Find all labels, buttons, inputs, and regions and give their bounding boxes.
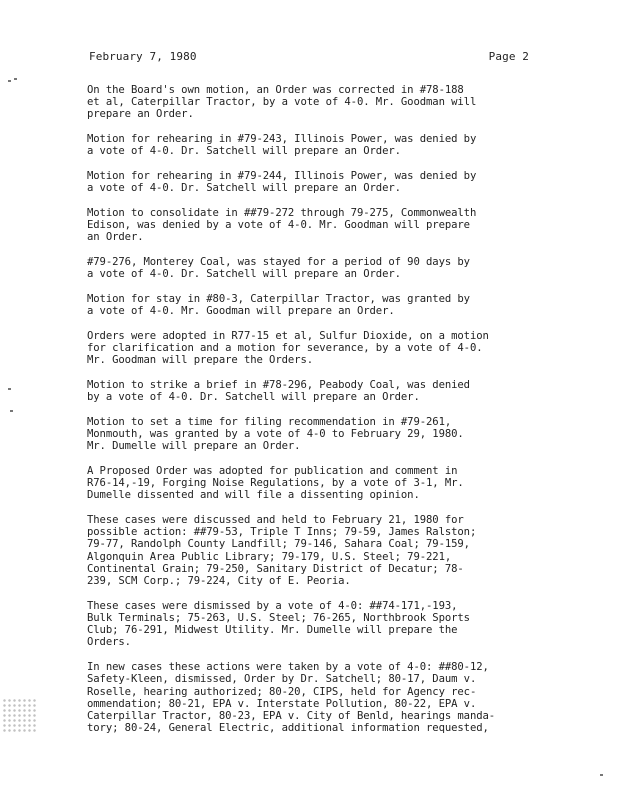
paragraph-3: Motion for rehearing in #79-244, Illinois Power, was denied by a vote of 4-0. Dr. Satchell will prepare an Order. <box>87 170 477 195</box>
paragraph-13: In new cases these actions were taken by a vote of 4-0: ##80-12, Safety-Kleen, dismissed, Order by Dr. Satchell; 80-17, Daum v. Roselle, hearing authorized; 80-20, CIPS, held for Agency rec- ommendation; 80-21, EPA v. Interstate Pollution, 80-22, EPA v. Caterpillar Tractor, 80-23, EPA v. City of Benld, hearings manda- tory; 80-24, General Electric, additional information requested, <box>87 661 496 735</box>
paragraph-5: #79-276, Monterey Coal, was stayed for a period of 90 days by a vote of 4-0. Dr. Satchell will prepare an Order. <box>87 256 470 281</box>
scan-speck <box>14 78 17 80</box>
scan-speck <box>8 80 11 82</box>
scan-speck <box>10 410 13 412</box>
paragraph-8: Motion to strike a brief in #78-296, Peabody Coal, was denied by a vote of 4-0. Dr. Satchell will prepare an Order. <box>87 378 470 404</box>
paragraph-12: These cases were dismissed by a vote of 4-0: ##74-171,-193, Bulk Terminals; 75-263, U.S. Steel; 76-265, Northbrook Sports Club; 76-291, Midwest Utility. Mr. Dumelle will prepare the Orders. <box>87 599 470 649</box>
paragraph-2: Motion for rehearing in #79-243, Illinois Power, was denied by a vote of 4-0. Dr. Satchell will prepare an Order. <box>87 133 477 158</box>
page-number: Page 2 <box>488 50 529 63</box>
paragraph-7: Orders were adopted in R77-15 et al, Sulfur Dioxide, on a motion for clarification and a motion for severance, by a vote of 4-0. Mr. Goodman will prepare the Orders. <box>87 329 489 367</box>
header-date: February 7, 1980 <box>89 50 197 63</box>
paragraph-10: A Proposed Order was adopted for publication and comment in R76-14,-19, Forging Noise Regulations, by a vote of 3-1, Mr. Dumelle dissented and will file a dissenting opinion. <box>87 464 464 502</box>
paragraph-11: These cases were discussed and held to February 21, 1980 for possible action: ##79-53, Triple T Inns; 79-59, James Ralston; 79-77, Randolph County Landfill; 79-146, Sahara Coal; 79-159, Algonquin Area Public Library; 79-179, U.S. Steel; 79-221, Continental Grain; 79-250, Sanitary District of Decatur; 78- 239, SCM Corp.; 79-224, City of E. Peoria. <box>87 514 477 588</box>
scan-speck <box>600 774 603 776</box>
paragraph-9: Motion to set a time for filing recommendation in #79-261, Monmouth, was granted by a vote of 4-0 to February 29, 1980. Mr. Dumelle will prepare an Order. <box>87 415 464 453</box>
paragraph-1: On the Board's own motion, an Order was corrected in #78-188 et al, Caterpillar Tractor, by a vote of 4-0. Mr. Goodman will prepare an Order. <box>87 84 477 121</box>
paragraph-4: Motion to consolidate in ##79-272 through 79-275, Commonwealth Edison, was denied by a vote of 4-0. Mr. Goodman will prepare an Order. <box>87 206 477 244</box>
paragraph-6: Motion for stay in #80-3, Caterpillar Tractor, was granted by a vote of 4-0. Mr. Goodman will prepare an Order. <box>87 292 470 318</box>
scan-smudge <box>2 698 36 732</box>
document-body <box>87 84 549 747</box>
scan-speck <box>8 388 11 390</box>
